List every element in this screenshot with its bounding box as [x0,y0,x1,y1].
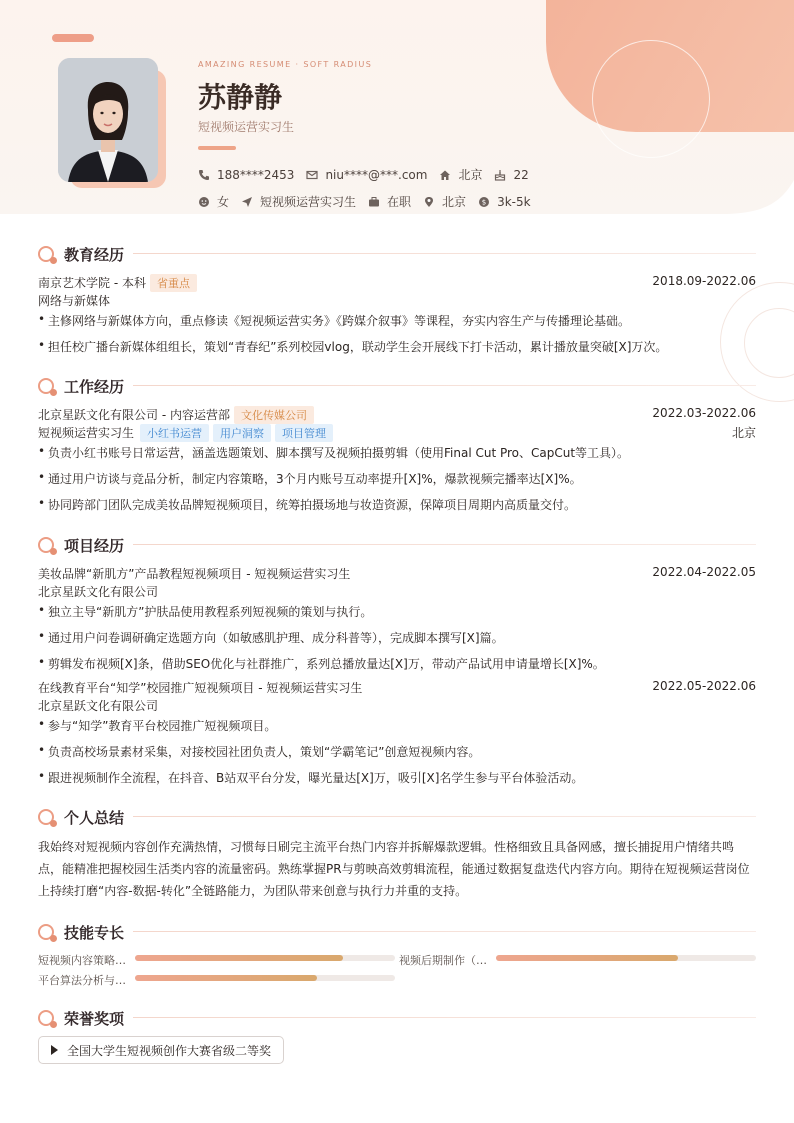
section-divider [133,544,756,545]
header-circle-decoration [592,40,710,158]
project-company: 北京星跃文化有限公司 [38,699,159,713]
briefcase-icon [368,196,380,208]
cake-icon [494,169,506,181]
target-city-item [423,193,466,210]
work-date: 2022.03-2022.06 [652,406,756,420]
email-text: niu****@***.com [325,167,428,182]
play-icon [51,1045,58,1055]
project-title: 美妆品牌“新肌方”产品教程短视频项目 - 短视频运营实习生 [38,567,351,581]
email-icon [306,169,318,181]
salary-text: 3k-5k [497,194,531,209]
skill-bar [496,955,756,961]
project-company: 北京星跃文化有限公司 [38,585,159,599]
work-section-title: 工作经历 [38,376,124,397]
section-marker-icon [38,809,56,827]
work-company-row [38,406,314,424]
section-divider [133,253,756,254]
money-icon [478,196,490,208]
summary-section-title: 个人总结 [38,807,124,828]
section-divider [133,931,756,932]
work-bullet: • 协同跨部门团队完成美妆品牌短视频项目，统筹拍摄场地与妆造资源，保障项目周期内高质量交付。 [38,496,577,512]
city-text: 北京 [458,168,483,182]
section-marker-icon [38,378,56,396]
project-bullet: • 跟进视频制作全流程，在抖音、B站双平台分发，曝光量达[X]万，吸引[X]名学生参与平台体验活动。 [38,769,584,785]
intent-row [198,193,543,210]
home-icon [439,169,451,181]
work-bullet: • 负责小红书账号日常运营，涵盖选题策划、脚本撰写及视频拍摄剪辑（使用Final Cut Pro、CapCut等工具）。 [38,444,630,460]
skills-section-title: 技能专长 [38,922,124,943]
work-location: 北京 [731,426,756,440]
project-bullet: • 通过用户问卷调研确定选题方向（如敏感肌护理、成分科普等），完成脚本撰写[X]篇。 [38,629,504,645]
work-skill-tag: 用户洞察 [213,424,271,442]
project-bullet: • 剪辑发布视频[X]条，借助SEO优化与社群推广，系列总播放量达[X]万，带动产品试用申请量增长[X]%。 [38,655,605,671]
email-item [306,168,427,182]
status-item [368,193,411,210]
section-marker-icon [38,1010,56,1028]
section-divider [133,1017,756,1018]
header-accent-pill [52,34,94,42]
section-divider [133,816,756,817]
candidate-name: 苏静静 [198,81,283,114]
target-role-text: 短视频运营实习生 [260,195,357,209]
skill-bar-fill [496,955,678,961]
resume-tagline: AMAZING RESUME · SOFT RADIUS [198,60,373,69]
work-company: 北京星跃文化有限公司 - 内容运营部 [38,408,230,422]
phone-text: 188****2453 [217,167,295,182]
gender-text: 女 [217,195,230,209]
skill-bar-fill [135,955,343,961]
age-text: 22 [513,167,529,182]
work-skill-tag: 项目管理 [275,424,333,442]
skill-bar [135,955,395,961]
section-marker-icon [38,537,56,555]
svg-text:$: $ [481,198,487,207]
education-bullet: • 担任校广播台新媒体组组长，策划“青春纪”系列校园vlog，联动学生会开展线下打卡活动，累计播放量突破[X]万次。 [38,338,668,354]
project-section-title: 项目经历 [38,535,124,556]
project-date: 2022.04-2022.05 [652,565,756,579]
education-school: 南京艺术学院 - 本科 [38,276,146,290]
education-school-row [38,274,197,292]
award-text: 全国大学生短视频创作大赛省级二等奖 [67,1043,272,1058]
education-major: 网络与新媒体 [38,294,111,308]
work-skill-tag: 小红书运营 [140,424,209,442]
target-city-text: 北京 [442,195,467,209]
skill-label: 短视频内容策略… [38,954,126,967]
education-date: 2018.09-2022.06 [652,274,756,288]
project-title: 在线教育平台“知学”校园推广短视频项目 - 短视频运营实习生 [38,681,363,695]
avatar [58,58,158,182]
skill-label: 视频后期制作（… [399,954,487,967]
education-bullet: • 主修网络与新媒体方向，重点修读《短视频运营实务》《跨媒介叙事》等课程，夯实内容生产与传播理论基础。 [38,312,631,328]
project-bullet: • 负责高校场景素材采集，对接校园社团负责人，策划“学霸笔记”创意短视频内容。 [38,743,481,759]
send-icon [241,196,253,208]
work-bullet: • 通过用户访谈与竞品分析，制定内容策略，3个月内账号互动率提升[X]%，爆款视频完播率达[X]%。 [38,470,582,486]
status-text: 在职 [387,195,412,209]
education-tag: 省重点 [150,274,197,292]
skill-bar [135,975,395,981]
gender-item [198,193,229,210]
awards-section-title: 荣誉奖项 [38,1008,124,1029]
skill-label: 平台算法分析与… [38,974,126,987]
age-item [494,168,528,182]
work-position: 短视频运营实习生 [38,426,135,440]
work-company-tag: 文化传媒公司 [234,406,314,424]
target-role-item [241,193,356,210]
project-bullet: • 独立主导“新肌方”护肤品使用教程系列短视频的策划与执行。 [38,603,373,619]
phone-item [198,168,294,182]
summary-text: 我始终对短视频内容创作充满热情，习惯每日刷完主流平台热门内容并拆解爆款逻辑。性格细致且具备网感，擅长捕捉用户情绪共鸣点，能精准把握校园生活类内容的流量密码。熟练掌握PR与剪映高效剪辑流程，能通过数据复盘迭代内容方向。期待在短视频运营岗位上持续打磨“内容-数据-转化”全链路能力，为团队带来创意与执行力并重的支持。 [38,840,750,898]
contact-row [198,166,541,183]
section-marker-icon [38,246,56,264]
name-accent-bar [198,146,236,150]
phone-icon [198,169,210,181]
work-position-row [38,424,333,442]
education-section-title: 教育经历 [38,244,124,265]
skill-bar-fill [135,975,317,981]
award-item [38,1036,284,1064]
project-bullet: • 参与“知学”教育平台校园推广短视频项目。 [38,717,277,733]
section-marker-icon [38,924,56,942]
salary-item [478,195,531,209]
person-icon [198,196,210,208]
location-icon [423,196,435,208]
candidate-role: 短视频运营实习生 [198,120,295,134]
section-divider [133,385,756,386]
project-date: 2022.05-2022.06 [652,679,756,693]
city-item [439,166,482,183]
